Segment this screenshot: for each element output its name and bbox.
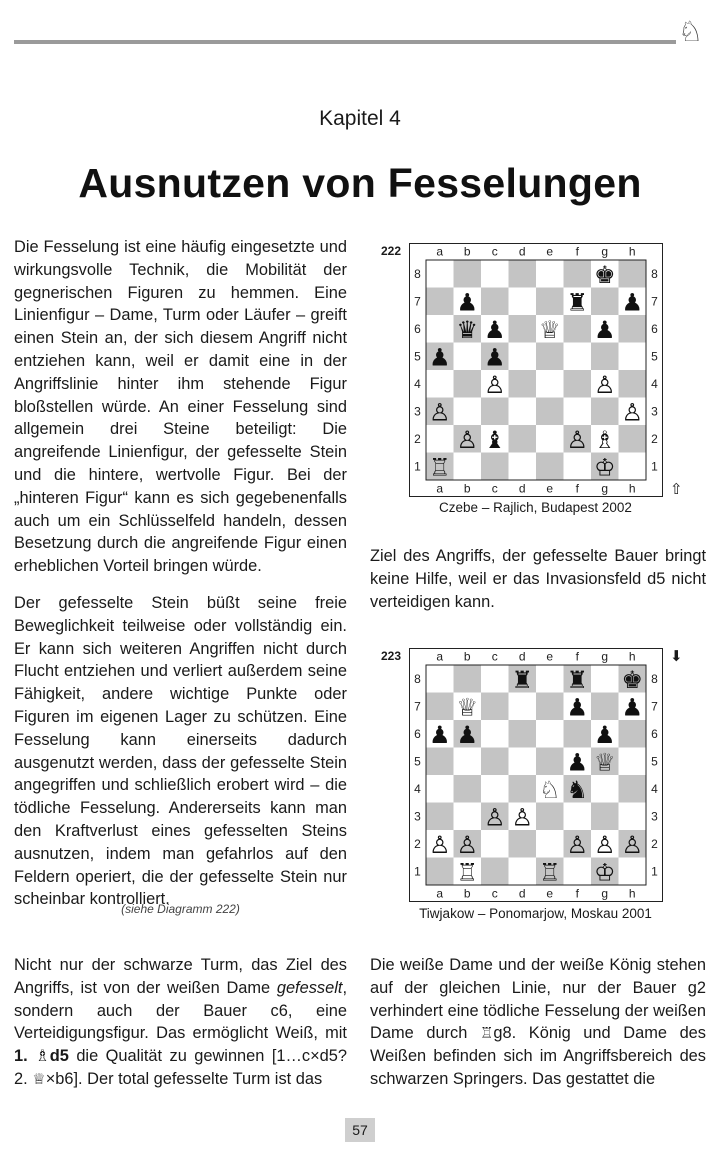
piece-white-b1: ♖ <box>456 858 479 887</box>
square-d5 <box>509 343 537 371</box>
file-label-bottom-b: b <box>463 886 471 901</box>
rank-label-left-8: 8 <box>414 671 421 686</box>
square-e7 <box>536 693 564 721</box>
third-text-5: ×b6]. Der total gefesselte Turm ist das <box>45 1069 323 1088</box>
diagram-223-number: 223 <box>381 649 402 663</box>
square-d6 <box>509 315 537 343</box>
piece-white-d3: ♙ <box>511 803 534 832</box>
square-d5 <box>509 748 537 776</box>
rank-label-left-6: 6 <box>414 321 421 336</box>
square-h8 <box>619 260 647 288</box>
rank-label-left-5: 5 <box>414 754 421 769</box>
piece-black-c6: ♟ <box>483 315 506 344</box>
file-label-bottom-b: b <box>463 481 471 496</box>
rank-label-right-5: 5 <box>651 754 658 769</box>
square-e7 <box>536 288 564 316</box>
right-text-2 <box>370 954 706 1091</box>
square-d7 <box>509 288 537 316</box>
file-label-top-a: a <box>436 244 444 259</box>
piece-black-a6: ♟ <box>428 720 451 749</box>
square-f6 <box>564 315 592 343</box>
square-a4 <box>426 370 454 398</box>
piece-white-b7: ♕ <box>456 693 479 722</box>
square-f3 <box>564 398 592 426</box>
rank-label-left-5: 5 <box>414 349 421 364</box>
piece-black-b6: ♟ <box>456 720 479 749</box>
square-f5 <box>564 343 592 371</box>
piece-white-e4: ♘ <box>538 775 561 804</box>
square-c1 <box>481 453 509 481</box>
square-d7 <box>509 693 537 721</box>
rank-label-right-8: 8 <box>651 266 658 281</box>
square-c8 <box>481 260 509 288</box>
square-g7 <box>591 288 619 316</box>
square-b4 <box>454 370 482 398</box>
piece-white-g2: ♗ <box>593 425 616 454</box>
square-e3 <box>536 398 564 426</box>
square-h5 <box>619 748 647 776</box>
file-label-bottom-a: a <box>436 481 444 496</box>
file-label-top-e: e <box>546 244 554 259</box>
square-d2 <box>509 425 537 453</box>
file-label-bottom-c: c <box>491 481 498 496</box>
diagram-223-caption: Tiwjakow – Ponomarjow, Moskau 2001 <box>419 906 652 921</box>
chess-board-svg <box>409 648 663 902</box>
square-a5 <box>426 748 454 776</box>
square-h6 <box>619 720 647 748</box>
piece-white-g4: ♙ <box>593 370 616 399</box>
rank-label-left-6: 6 <box>414 726 421 741</box>
white-to-move-arrow-icon: ⇧ <box>670 480 683 498</box>
piece-white-a3: ♙ <box>428 398 451 427</box>
square-d2 <box>509 830 537 858</box>
file-label-bottom-c: c <box>491 886 498 901</box>
rank-label-right-1: 1 <box>651 864 658 879</box>
square-f4 <box>564 370 592 398</box>
square-e2 <box>536 425 564 453</box>
piece-black-d8: ♜ <box>511 665 534 694</box>
piece-black-f7: ♟ <box>566 693 589 722</box>
second-paragraph <box>14 592 347 911</box>
file-label-top-h: h <box>628 244 636 259</box>
square-e1 <box>536 453 564 481</box>
piece-black-c5: ♟ <box>483 343 506 372</box>
square-b1 <box>454 453 482 481</box>
square-b5 <box>454 748 482 776</box>
queen-icon: ♕ <box>32 1069 46 1088</box>
square-b4 <box>454 775 482 803</box>
square-d3 <box>509 398 537 426</box>
square-d8 <box>509 260 537 288</box>
piece-white-g2: ♙ <box>593 830 616 859</box>
square-d4 <box>509 775 537 803</box>
square-f3 <box>564 803 592 831</box>
file-label-bottom-h: h <box>628 481 636 496</box>
square-e5 <box>536 748 564 776</box>
square-b8 <box>454 665 482 693</box>
piece-black-b6: ♛ <box>456 315 479 344</box>
rank-label-right-6: 6 <box>651 321 658 336</box>
square-h6 <box>619 315 647 343</box>
square-e3 <box>536 803 564 831</box>
square-c5 <box>481 748 509 776</box>
file-label-bottom-f: f <box>575 886 579 901</box>
diagram-reference: (siehe Diagramm 222) <box>121 902 240 916</box>
third-paragraph <box>14 954 347 1091</box>
piece-black-g8: ♚ <box>593 260 616 289</box>
square-b3 <box>454 398 482 426</box>
square-g3 <box>591 803 619 831</box>
diagram-222-board <box>409 243 663 497</box>
file-label-top-b: b <box>463 244 471 259</box>
piece-black-f4: ♞ <box>566 775 589 804</box>
file-label-bottom-e: e <box>546 886 554 901</box>
right-text-2a: Die weiße Dame und der weiße König stehen auf der gleichen Linie, nur der Bauer g2 verhindert eine tödliche Fesselung der weißen Dame durch <box>370 956 706 1043</box>
rank-label-right-2: 2 <box>651 836 658 851</box>
square-h2 <box>619 425 647 453</box>
rank-label-left-4: 4 <box>414 781 421 796</box>
file-label-bottom-d: d <box>518 481 526 496</box>
third-text <box>14 954 347 1091</box>
square-g4 <box>591 775 619 803</box>
square-d1 <box>509 858 537 886</box>
file-label-top-h: h <box>628 649 636 664</box>
piece-black-h7: ♟ <box>621 288 644 317</box>
square-c1 <box>481 858 509 886</box>
square-c2 <box>481 830 509 858</box>
square-c7 <box>481 693 509 721</box>
square-a7 <box>426 693 454 721</box>
square-a8 <box>426 260 454 288</box>
piece-white-b2: ♙ <box>456 425 479 454</box>
rank-label-right-8: 8 <box>651 671 658 686</box>
piece-white-c3: ♙ <box>483 803 506 832</box>
square-c7 <box>481 288 509 316</box>
file-label-bottom-d: d <box>518 886 526 901</box>
file-label-bottom-a: a <box>436 886 444 901</box>
square-a7 <box>426 288 454 316</box>
square-a3 <box>426 803 454 831</box>
piece-black-c2: ♝ <box>483 425 506 454</box>
piece-white-h3: ♙ <box>621 398 644 427</box>
rank-label-left-1: 1 <box>414 864 421 879</box>
piece-white-a2: ♙ <box>428 830 451 859</box>
square-e6 <box>536 720 564 748</box>
rank-label-right-3: 3 <box>651 404 658 419</box>
square-a6 <box>426 315 454 343</box>
square-h1 <box>619 453 647 481</box>
right-text-1: Ziel des Angriffs, der gefesselte Bauer bringt keine Hilfe, weil er das Invasionsfeld d5 nicht verteidigen kann. <box>370 547 706 611</box>
piece-black-h7: ♟ <box>621 693 644 722</box>
second-text: Der gefesselte Stein büßt seine freie Beweglichkeit teilweise oder vollständig ein. Er kann sich weiteren Angriffen nicht durch Flucht entziehen und verliert außerdem seine Fähigkeit, andere wichtige Punkte oder Figuren im eigenen Lager zu schützen. Eine Fesselung kann einerseits dadurch ausgenutzt werden, dass der gefesselte Stein angegriffen und schließlich erobert wird – die tödliche Fesselung. Andererseits kann man den Kraftverlust eines gefesselten Steins ausnutzen, indem man gefahrlos auf den Feldern operiert, die der gefesselte Stein nur scheinbar kontrolliert. <box>14 594 347 909</box>
rank-label-right-7: 7 <box>651 294 658 309</box>
square-a4 <box>426 775 454 803</box>
square-d6 <box>509 720 537 748</box>
third-text-italic: gefesselt <box>276 978 343 997</box>
rank-label-right-5: 5 <box>651 349 658 364</box>
right-text-2b: g8. König und Dame des Weißen befinden sich im Angriffsbereich des schwarzen Springers. Das gestattet die <box>370 1024 706 1088</box>
file-label-top-c: c <box>491 244 498 259</box>
rank-label-left-2: 2 <box>414 431 421 446</box>
file-label-bottom-g: g <box>601 481 609 496</box>
file-label-top-c: c <box>491 649 498 664</box>
piece-white-h2: ♙ <box>621 830 644 859</box>
square-e8 <box>536 260 564 288</box>
piece-white-a1: ♖ <box>428 453 451 482</box>
rank-label-left-3: 3 <box>414 404 421 419</box>
third-text-4: die Qualität zu gewinnen [1…c×d5? 2. <box>14 1047 347 1088</box>
file-label-top-f: f <box>575 649 579 664</box>
knight-icon: ♘ <box>678 15 704 48</box>
piece-black-g6: ♟ <box>593 720 616 749</box>
square-c8 <box>481 665 509 693</box>
rank-label-right-3: 3 <box>651 809 658 824</box>
square-e2 <box>536 830 564 858</box>
rank-label-left-4: 4 <box>414 376 421 391</box>
intro-text: Die Fesselung ist eine häufig eingesetzte und wirkungsvolle Technik, die Mobilität der gegnerischen Figuren zu hemmen. Eine Linienfigur – Dame, Turm oder Läufer – greift einen Stein an, der sich diesem Angriff nicht entziehen kann, weil er damit eine in der Angriffslinie hinter ihm stehende Figur bloßstellen würde. An einer Fesselung sind allgemein drei Steine beteiligt: Die angreifende Linienfigur, der gefesselte Stein und die hintere, wertvolle Figur. Bei der „hinteren Figur“ kann es sich gegebenenfalls auch um ein Schlüsselfeld handeln, dessen Besetzung durch die angreifende Figur einen erheblichen Vorteil bringen würde. <box>14 238 347 576</box>
square-c6 <box>481 720 509 748</box>
file-label-bottom-g: g <box>601 886 609 901</box>
square-h4 <box>619 370 647 398</box>
piece-black-f8: ♜ <box>566 665 589 694</box>
file-label-bottom-f: f <box>575 481 579 496</box>
piece-black-b7: ♟ <box>456 288 479 317</box>
piece-white-b2: ♙ <box>456 830 479 859</box>
piece-black-f5: ♟ <box>566 748 589 777</box>
rank-label-left-2: 2 <box>414 836 421 851</box>
square-e8 <box>536 665 564 693</box>
file-label-bottom-e: e <box>546 481 554 496</box>
square-b8 <box>454 260 482 288</box>
rank-label-left-8: 8 <box>414 266 421 281</box>
file-label-top-f: f <box>575 244 579 259</box>
rank-label-left-1: 1 <box>414 459 421 474</box>
header-rule <box>14 40 676 44</box>
file-label-top-g: g <box>601 649 609 664</box>
square-g7 <box>591 693 619 721</box>
file-label-top-d: d <box>518 244 526 259</box>
square-g5 <box>591 343 619 371</box>
piece-black-a5: ♟ <box>428 343 451 372</box>
square-e4 <box>536 370 564 398</box>
piece-black-f7: ♜ <box>566 288 589 317</box>
file-label-top-g: g <box>601 244 609 259</box>
piece-white-e6: ♕ <box>538 315 561 344</box>
file-label-top-a: a <box>436 649 444 664</box>
right-paragraph-2 <box>370 954 706 1091</box>
piece-black-h8: ♚ <box>621 665 644 694</box>
piece-white-g1: ♔ <box>593 453 616 482</box>
square-f1 <box>564 453 592 481</box>
square-c4 <box>481 775 509 803</box>
rank-label-left-7: 7 <box>414 294 421 309</box>
rank-label-left-3: 3 <box>414 809 421 824</box>
square-a1 <box>426 858 454 886</box>
square-b3 <box>454 803 482 831</box>
third-text-3: , sondern auch der Bauer c6, eine Verteidigungsfigur. Das ermöglicht Weiß, mit <box>14 978 347 1043</box>
piece-white-f2: ♙ <box>566 830 589 859</box>
square-d4 <box>509 370 537 398</box>
diagram-223-board <box>409 648 663 902</box>
piece-white-c4: ♙ <box>483 370 506 399</box>
rank-label-right-2: 2 <box>651 431 658 446</box>
square-a2 <box>426 425 454 453</box>
square-f1 <box>564 858 592 886</box>
chapter-label: Kapitel 4 <box>319 107 401 130</box>
chapter-title: Ausnutzen von Fesselungen <box>78 160 642 206</box>
square-a8 <box>426 665 454 693</box>
file-label-top-d: d <box>518 649 526 664</box>
page-number: 57 <box>345 1118 375 1142</box>
rank-label-right-1: 1 <box>651 459 658 474</box>
piece-white-g5: ♕ <box>593 748 616 777</box>
rank-label-right-4: 4 <box>651 781 658 796</box>
square-c3 <box>481 398 509 426</box>
square-g3 <box>591 398 619 426</box>
square-h3 <box>619 803 647 831</box>
square-h1 <box>619 858 647 886</box>
square-d1 <box>509 453 537 481</box>
square-h4 <box>619 775 647 803</box>
intro-paragraph <box>14 236 347 578</box>
square-b5 <box>454 343 482 371</box>
piece-white-f2: ♙ <box>566 425 589 454</box>
black-to-move-arrow-icon: ⬇ <box>670 647 683 665</box>
rank-label-right-4: 4 <box>651 376 658 391</box>
third-text-1: Nicht nur der schwarze Turm, das Ziel des Angriffs, ist von der weißen Dame <box>14 956 347 997</box>
rank-label-left-7: 7 <box>414 699 421 714</box>
rank-label-right-6: 6 <box>651 726 658 741</box>
rank-label-right-7: 7 <box>651 699 658 714</box>
piece-black-g6: ♟ <box>593 315 616 344</box>
file-label-top-b: b <box>463 649 471 664</box>
square-h5 <box>619 343 647 371</box>
piece-white-g1: ♔ <box>593 858 616 887</box>
square-e5 <box>536 343 564 371</box>
square-g8 <box>591 665 619 693</box>
file-label-bottom-h: h <box>628 886 636 901</box>
square-f8 <box>564 260 592 288</box>
move-bold: 1. ♗d5 <box>14 1047 69 1066</box>
piece-white-e1: ♖ <box>538 858 561 887</box>
diagram-222-number: 222 <box>381 244 402 258</box>
file-label-top-e: e <box>546 649 554 664</box>
rook-icon: ♖ <box>479 1024 494 1043</box>
chess-board-svg <box>409 243 663 497</box>
diagram-222-caption: Czebe – Rajlich, Budapest 2002 <box>439 500 632 515</box>
right-paragraph-1 <box>370 545 706 613</box>
square-f6 <box>564 720 592 748</box>
